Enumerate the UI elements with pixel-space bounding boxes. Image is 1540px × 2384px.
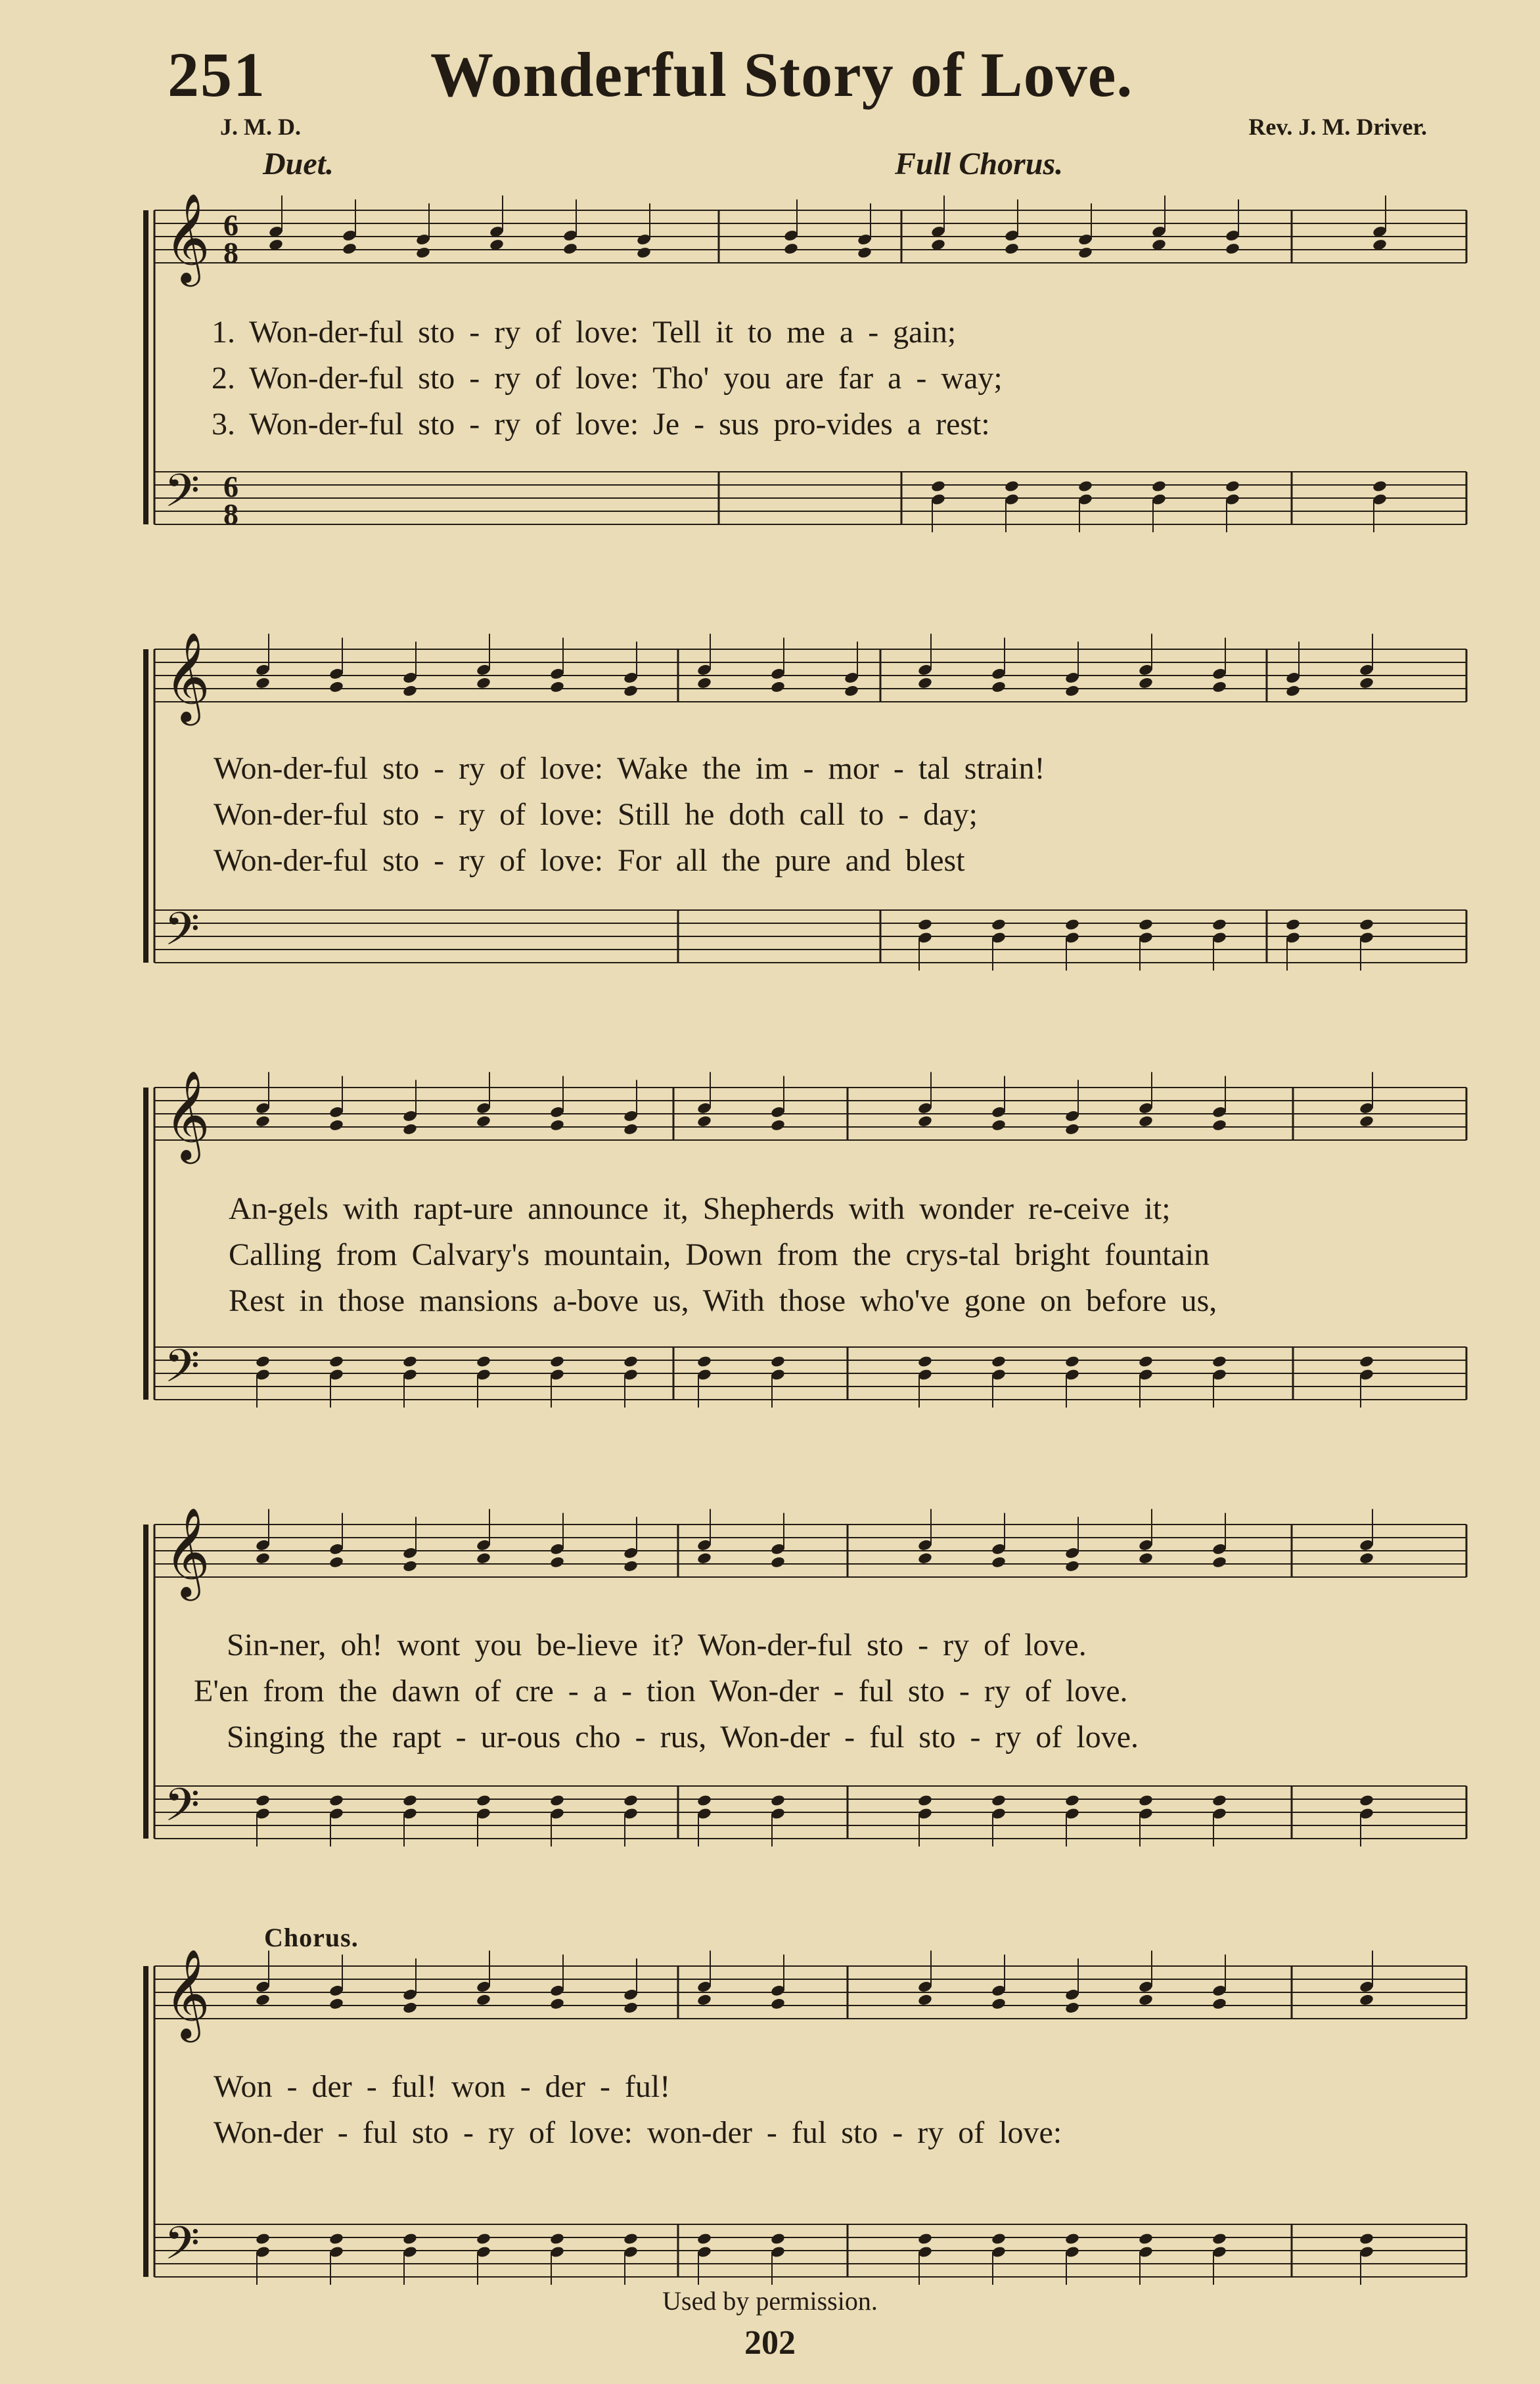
note-head <box>696 1355 712 1368</box>
note-head <box>770 2232 786 2245</box>
lyric-line: Won - der - ful! won - der - ful! <box>214 2069 671 2104</box>
bass-clef-icon: 𝄢 <box>164 464 200 528</box>
note-head <box>991 918 1007 931</box>
note-head <box>1212 1794 1227 1807</box>
note-head <box>1064 918 1080 931</box>
note-head <box>255 676 271 689</box>
lyric-line: Won-der-ful sto - ry of love: Wake the im - mor - tal strain! <box>214 751 1045 786</box>
author-credit: J. M. D. <box>220 114 301 140</box>
note-head <box>402 2232 418 2245</box>
note-head <box>930 480 946 493</box>
note-head <box>991 1997 1007 2010</box>
note-head <box>623 1355 639 1368</box>
note-head <box>1064 2232 1080 2245</box>
note-head <box>991 1794 1007 1807</box>
note-head <box>623 1794 639 1807</box>
note-head <box>402 1794 418 1807</box>
note-head <box>991 1355 1007 1368</box>
note-head <box>476 1551 491 1565</box>
note-head <box>696 1551 712 1565</box>
bass-clef-icon: 𝄢 <box>164 1339 200 1404</box>
note-head <box>1212 2232 1227 2245</box>
note-head <box>770 1794 786 1807</box>
lyric-line: Won-der-ful sto - ry of love: Still he doth call to - day; <box>214 797 978 832</box>
lyric-line: E'en from the dawn of cre - a - tion Won-der - ful sto - ry of love. <box>194 1674 1128 1708</box>
note-head <box>328 680 344 693</box>
note-head <box>991 2232 1007 2245</box>
note-head <box>1225 242 1240 256</box>
note-head <box>1372 480 1388 493</box>
lyric-line: Won-der-ful sto - ry of love: For all the pure and blest <box>214 843 965 878</box>
note-head <box>1212 1118 1227 1132</box>
note-head <box>255 1551 271 1565</box>
page-number: 202 <box>744 2324 796 2362</box>
note-head <box>1225 480 1240 493</box>
note-head <box>623 1122 639 1135</box>
note-head <box>1077 480 1093 493</box>
note-head <box>917 1355 933 1368</box>
note-head <box>1004 242 1020 256</box>
note-head <box>328 2232 344 2245</box>
note-head <box>549 1794 565 1807</box>
note-head <box>562 242 578 256</box>
note-head <box>696 2232 712 2245</box>
note-head <box>770 1355 786 1368</box>
bass-clef-icon: 𝄢 <box>164 2216 200 2281</box>
note-head <box>844 684 859 697</box>
note-head <box>1138 1355 1154 1368</box>
permission-note: Used by permission. <box>662 2286 878 2316</box>
note-head <box>1064 1122 1080 1135</box>
note-head <box>1212 680 1227 693</box>
note-head <box>476 1993 491 2006</box>
note-head <box>1064 1355 1080 1368</box>
note-head <box>991 1555 1007 1569</box>
note-head <box>770 1555 786 1569</box>
note-head <box>1138 918 1154 931</box>
note-head <box>549 1355 565 1368</box>
lyric-line: 2. Won-der-ful sto - ry of love: Tho' you are far a - way; <box>212 361 1003 396</box>
note-head <box>549 1118 565 1132</box>
note-head <box>1359 1551 1374 1565</box>
note-head <box>328 1794 344 1807</box>
note-head <box>402 1559 418 1572</box>
note-head <box>255 1993 271 2006</box>
note-head <box>1359 918 1374 931</box>
note-head <box>255 1114 271 1128</box>
note-head <box>917 1551 933 1565</box>
note-head <box>1004 480 1020 493</box>
lyric-line: Won-der - ful sto - ry of love: won-der - ful sto - ry of love: <box>214 2115 1062 2150</box>
treble-clef-icon: 𝄞 <box>164 1069 210 1160</box>
note-head <box>476 676 491 689</box>
chorus-label: Chorus. <box>264 1923 359 1952</box>
lyric-line: Singing the rapt - ur-ous cho - rus, Won-der - ful sto - ry of love. <box>227 1720 1139 1754</box>
note-head <box>328 1355 344 1368</box>
note-head <box>1285 684 1301 697</box>
note-head <box>623 1559 639 1572</box>
treble-clef-icon: 𝄞 <box>164 631 210 722</box>
note-head <box>623 2232 639 2245</box>
note-head <box>1212 1997 1227 2010</box>
note-head <box>1064 684 1080 697</box>
note-head <box>1064 1794 1080 1807</box>
note-head <box>402 1355 418 1368</box>
note-head <box>1138 2232 1154 2245</box>
hymn-number: 251 <box>168 39 266 110</box>
direction-full-chorus: Full Chorus. <box>895 147 1064 181</box>
note-head <box>1212 1555 1227 1569</box>
time-signature-denominator: 8 <box>223 497 238 531</box>
note-head <box>1212 1355 1227 1368</box>
note-head <box>549 2232 565 2245</box>
treble-clef-icon: 𝄞 <box>164 1506 210 1597</box>
note-head <box>1359 1993 1374 2006</box>
note-head <box>1359 2232 1374 2245</box>
time-signature-numerator: 6 <box>223 470 238 503</box>
note-head <box>1077 246 1093 260</box>
note-head <box>1138 676 1154 689</box>
note-head <box>1064 2001 1080 2014</box>
note-head <box>476 1355 491 1368</box>
note-head <box>1212 918 1227 931</box>
note-head <box>402 2001 418 2014</box>
note-head <box>696 1794 712 1807</box>
note-head <box>917 2232 933 2245</box>
note-head <box>476 2232 491 2245</box>
note-head <box>1138 1551 1154 1565</box>
note-head <box>1138 1993 1154 2006</box>
note-head <box>415 246 431 260</box>
note-head <box>1359 1355 1374 1368</box>
note-head <box>255 1794 271 1807</box>
note-head <box>917 1794 933 1807</box>
note-head <box>549 1555 565 1569</box>
note-head <box>1359 1114 1374 1128</box>
direction-duet: Duet. <box>263 147 334 181</box>
lyric-line: Rest in those mansions a-bove us, With those who've gone on before us, <box>229 1283 1217 1318</box>
lyric-line: 3. Won-der-ful sto - ry of love: Je - sus pro-vides a rest: <box>212 407 990 442</box>
note-head <box>770 680 786 693</box>
lyric-line: Sin-ner, oh! wont you be-lieve it? Won-der-ful sto - ry of love. <box>227 1628 1087 1662</box>
note-head <box>1064 1559 1080 1572</box>
note-head <box>476 1794 491 1807</box>
note-head <box>549 680 565 693</box>
composer-credit: Rev. J. M. Driver. <box>1248 114 1427 140</box>
note-head <box>1138 1114 1154 1128</box>
note-head <box>623 2001 639 2014</box>
note-head <box>402 1122 418 1135</box>
note-head <box>328 1118 344 1132</box>
note-head <box>991 680 1007 693</box>
time-signature-denominator: 8 <box>223 236 238 269</box>
note-head <box>917 676 933 689</box>
note-head <box>255 2232 271 2245</box>
treble-clef-icon: 𝄞 <box>164 192 210 283</box>
time-signature-numerator: 6 <box>223 208 238 242</box>
note-head <box>857 246 872 260</box>
bass-clef-icon: 𝄢 <box>164 1778 200 1843</box>
note-head <box>636 246 652 260</box>
note-head <box>328 1555 344 1569</box>
note-head <box>255 1355 271 1368</box>
note-head <box>917 918 933 931</box>
note-head <box>696 676 712 689</box>
note-head <box>991 1118 1007 1132</box>
lyric-line: Calling from Calvary's mountain, Down from the crys-tal bright fountain <box>229 1237 1210 1272</box>
note-head <box>1151 480 1167 493</box>
lyric-line: An-gels with rapt-ure announce it, Shepherds with wonder re-ceive it; <box>229 1191 1171 1226</box>
note-head <box>696 1114 712 1128</box>
note-head <box>623 684 639 697</box>
note-head <box>917 1993 933 2006</box>
note-head <box>1359 1794 1374 1807</box>
note-head <box>696 1993 712 2006</box>
note-head <box>917 1114 933 1128</box>
note-head <box>1138 1794 1154 1807</box>
note-head <box>342 242 357 256</box>
lyric-line: 1. Won-der-ful sto - ry of love: Tell it to me a - gain; <box>212 315 957 350</box>
note-head <box>549 1997 565 2010</box>
note-head <box>328 1997 344 2010</box>
note-head <box>1285 918 1301 931</box>
bass-clef-icon: 𝄢 <box>164 902 200 967</box>
hymn-title: Wonderful Story of Love. <box>430 39 1133 110</box>
note-head <box>476 1114 491 1128</box>
note-head <box>1359 676 1374 689</box>
treble-clef-icon: 𝄞 <box>164 1948 210 2038</box>
note-head <box>770 1118 786 1132</box>
note-head <box>402 684 418 697</box>
note-head <box>770 1997 786 2010</box>
note-head <box>783 242 799 256</box>
